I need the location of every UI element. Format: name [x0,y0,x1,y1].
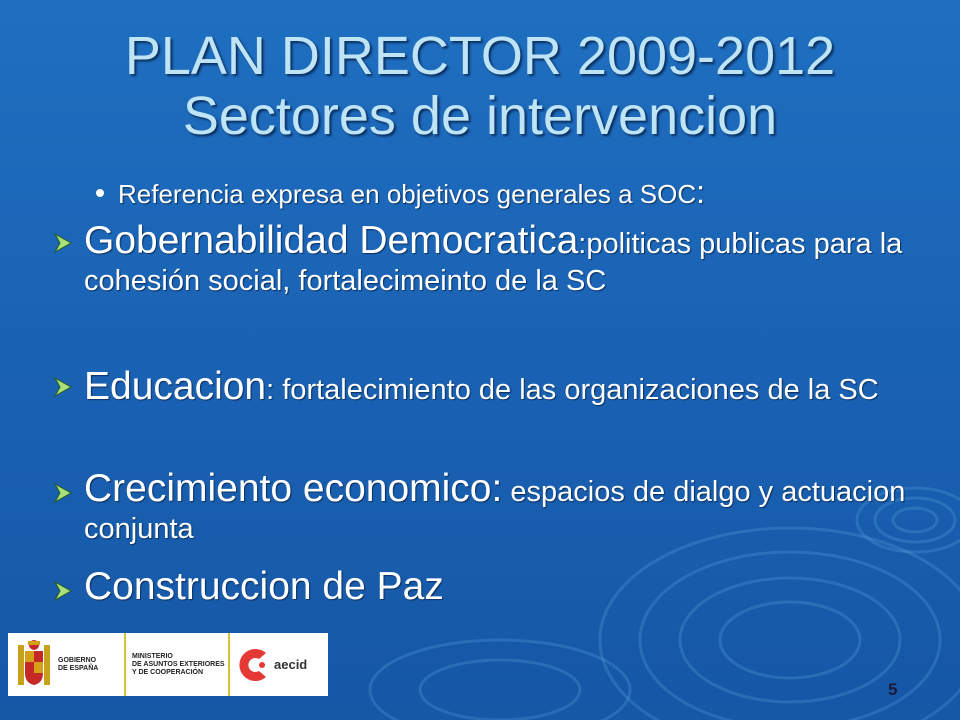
aecid-c-logo [236,645,270,685]
gobierno-line-2: DE ESPAÑA [58,664,99,672]
item-heading: Gobernabilidad Democratica [84,219,579,262]
list-item-educacion [52,364,912,413]
item-text: : fortalecimiento de las organizaciones de la SC [266,374,879,406]
bullet-dot-icon [96,189,104,197]
page-number: 5 [888,680,898,699]
title-line-2: Sectores de intervencion [182,86,778,146]
gobierno-line-1: GOBIERNO [58,656,97,664]
chevron-arrow-icon [52,376,74,398]
slide-title [0,26,960,146]
gobierno-logo [8,633,126,696]
chevron-arrow-icon [52,482,74,504]
chevron-arrow-icon [52,580,74,602]
ministerio-line-3: Y DE COOPERACIÓN [132,668,204,676]
item-heading: Educacion [84,365,267,408]
coat-of-arms-icon [14,639,54,691]
ministerio-line-1: MINISTERIO [132,652,173,660]
item-heading: Crecimiento economico: [84,467,503,510]
title-line-1: PLAN DIRECTOR 2009-2012 [124,26,836,86]
aecid-text: aecid [274,657,308,672]
ministerio-logo [126,633,230,696]
list-item-gobernabilidad [52,219,912,300]
item-heading: Construccion de Paz [84,565,444,608]
item-text: :politicas publicas para la cohesión social, fortalecimeinto de la SC [84,228,903,297]
item-text: espacios de dialgo y actuacion conjunta [84,476,906,545]
chevron-arrow-icon [52,232,74,254]
sub-bullet-colon: : [696,174,705,210]
list-item-crecimiento [52,467,912,548]
sub-bullet [96,174,705,211]
ministerio-line-2: DE ASUNTOS EXTERIORES [132,660,225,668]
footer-logos [8,633,328,696]
aecid-logo [230,633,328,696]
list-item-construccion [52,565,912,609]
sub-bullet-text: Referencia expresa en objetivos generales a SOC [118,179,697,209]
